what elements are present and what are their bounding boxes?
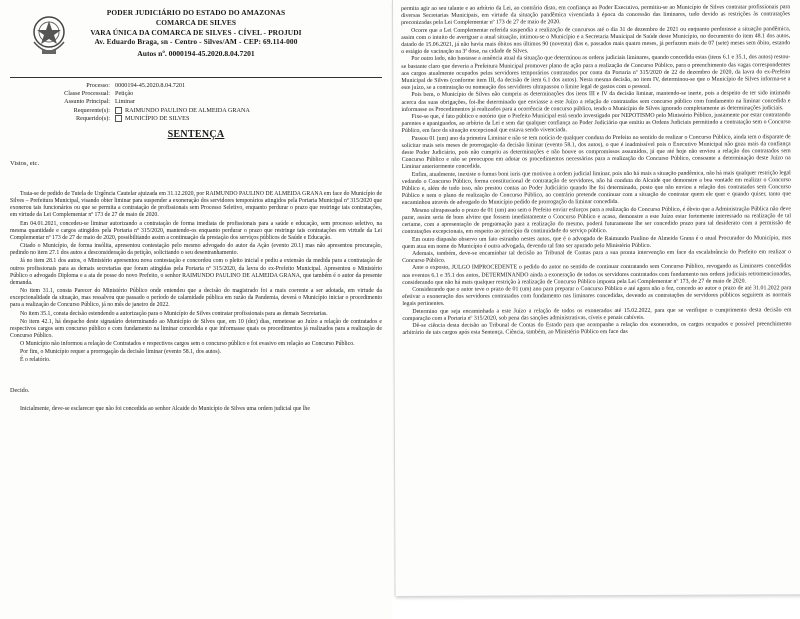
meta-value: Liminar bbox=[115, 98, 135, 106]
meta-row-plaintiff bbox=[10, 107, 382, 115]
meta-row-defendant bbox=[10, 115, 382, 123]
paragraph: Fixe-se que, é fato público e notório que o Prefeito Municipal está sendo investigado por NEPOTISMO pelo Ministério Público, justamente por estar contratando parentes e apaniguados, ao arbítrio da Lei e sem dar qualquer confiança ao Poder Judiciário que emitiu as Ordens Judiciais permitindo a contratação sem o Concurso Público, em face da situação excepcional que estava sendo vivenciada. bbox=[401, 112, 791, 135]
court-header bbox=[10, 8, 382, 74]
vistos-line: Vistos, etc. bbox=[10, 160, 40, 168]
header-line-2: COMARCA DE SILVES bbox=[155, 17, 237, 27]
paragraph: Considerando que o autor teve o prazo de 01 (um) ano para preparar o Concurso Público e até agora não o fez, concedo ao autor o prazo de até 31.01.2022 para efetivar a exoneração dos servidores contratados com fundamento nas liminares concedidas, devendo as contratações de servidores públicos seguirem as normais legais pertinentes. bbox=[402, 285, 792, 308]
paragraph: Ademais, também, deve-se encaminhar tal decisão ao Tribunal de Contas para a sua pronta intervenção em face da escalabrância do Prefeito em realizar o Concurso Público. bbox=[402, 249, 792, 265]
meta-row-process bbox=[10, 82, 382, 90]
meta-value: 0000194-45.2020.8.04.7201 bbox=[115, 82, 186, 89]
meta-value bbox=[115, 115, 382, 123]
plaintiff-name: RAIMUNDO PAULINO DE ALMEIDA GRANA bbox=[125, 106, 250, 114]
paragraph: Pois bem, o Município de Silves não cumpriu as determinações dos itens III e IV da decisão liminar, mantendo-se inerte, pois a despeito de ter sido intimado acerca das suas obrigações, foi-lhe determinado que enviasse a este Juízo a relação de contratados sem concurso público com fundamento na liminar concedida e informasse os Procedimentos já realizados para a ocorrência de concurso público, tendo o Município de Silves ignorado completamente as determinações judiciais. bbox=[401, 90, 791, 113]
decido-line: Decido. bbox=[10, 386, 30, 394]
autos-number: Autos nº. 0000194-45.2020.8.04.7201 bbox=[137, 49, 255, 59]
meta-value bbox=[115, 107, 382, 115]
header-line-1: PODER JUDICIÁRIO DO ESTADO DO AMAZONAS bbox=[106, 8, 286, 17]
paragraph: Enfim, atualmente, inexiste o fumus boni iuris que motivou a ordem judicial liminar, pois não há mais a situação pandêmica, não há mais qualquer restrição legal vedando o Concurso Público, forma constitucional de contratação de servidores, não há conduta do Alcaide que demonstre a boa vontade em realizar o Concurso Público e, além de tudo isso, não prestou contas ao Poder Judiciário quando lhe foi determinado, posto que não enviou a relação dos contratados sem Concurso Público e nem o plano de realização do Concurso Público, ao contrário pretende continuar com a situação de contratar quem ele quer e quando quiser, tanto que encaminhou através de advogado do Município pedido de prorrogação da liminar concedida. bbox=[401, 169, 791, 207]
paragraph: Dê-se ciência desta decisão ao Tribunal de Contas do Estado para que acompanhe a relação dos exonerados, os cargos ocupados e possível preenchimento arbitrário de tais cargos após esta Sentença. Ciência, também, ao Ministério Público em face das bbox=[402, 321, 792, 337]
paragraph: No item 42.1, há despacho deste signatário determinando ao Município de Silves que, em 10 (dez) dias, remetesse ao Juízo a relação de contratados e respectivos cargos sem concurso público e com fundamento na liminar concedida e que informasse quais os procedimentos já realizados para a realização de Concurso Público. bbox=[10, 318, 382, 339]
paragraph: Em 04.01.2021, concedeu-se liminar autorizando a contratação de forma imediata de profissionais para a saúde e educação, sem processo seletivo, na mesma quantidade e cargos atingidos pela Portaria nº 315/2020, mantendo-os enquanto perdurar o prazo que restringe tais contratações em virtude da Lei Complementar nº 173 de 27 de maio de 2020, possibilitando assim a continuação da prestação dos serviços públicos de Saúde e Educação. bbox=[10, 220, 382, 241]
meta-label: Requerido(s): bbox=[75, 114, 110, 122]
meta-label: Assunto Principal: bbox=[64, 98, 110, 106]
paragraph: Mesmo ultrapassado o prazo de 01 (um) ano sem o Prefeito enviar esforços para a realização do Concurso Público, é óbvio que a Administração Pública não deve parar, assim seria de bom alvitre que fossem imediatamente o Concurso Público e acaso, demonstre a este Juízo estar fortemente interessado na realização de tal certame, com a apresentação de programação para a realização do mesmo, poderá futuramente lhe ser concedido prazo para tal desiderato com a permissão de contratações excepcionais, em respeito ao princípio da continuidade do serviço público. bbox=[401, 205, 791, 236]
paragraph: permita agir ao seu talante e ao arbítrio da Lei, ao contrário disto, em confiança ao Poder Executivo, permitiu-se ao Município de Silves contratar profissionais para diversas Secretarias Municipais, em virtude da situação pandêmica vivenciada à época da concessão das liminares, tudo devido as restrições às contratações preconizadas pela Lei Complementar nº 173 de 27 de maio de 2020. bbox=[401, 4, 791, 27]
paragraph: É o relatório. bbox=[20, 357, 51, 364]
header-divider bbox=[10, 77, 382, 78]
paragraph: Em outro diapasão observo um fato estranho nestes autos, que é o advogado de Raimundo Paulino de Almeida Grana é o atual Procurador do Município, mas quem atua em nome do Município é outra advogada, devendo tal fato ser apurado pelo Ministério Público. bbox=[402, 234, 792, 250]
document-page-1 bbox=[0, 0, 392, 619]
paragraph: No item 35.1, consta decisão estendendo a autorização para o Município de Silves contratar profissionais para as demais Secretarias. bbox=[20, 310, 328, 317]
court-crest-icon bbox=[28, 12, 70, 58]
paragraph: O Município não informou a relação de Contratados e respectivos cargos sem o concurso público e foi evasivo em relação ao Concurso Público. bbox=[20, 341, 355, 348]
paragraph: No item 31.1, consta Parecer do Ministério Público onde entendeu que a decisão do magistrado foi a mais coerente a ser adotada, em virtude da excepcionalidade da situação, mas ressalvou que passado o período de calamidade pública em razão da Pandemia, deverá o Município iniciar o procedimento para a realização de Concurso Público, já no mês de janeiro de 2022. bbox=[10, 288, 382, 309]
case-metadata bbox=[10, 82, 382, 123]
paragraph: Por fim, o Município requer a prorrogação da decisão liminar (evento 58.1, dos autos). bbox=[20, 349, 222, 356]
document-title: SENTENÇA bbox=[167, 129, 225, 141]
header-line-4: Av. Eduardo Braga, sn - Centro - Silves/AM - CEP: 69.114-000 bbox=[94, 37, 298, 47]
paragraph: Determino que seja encaminhada a este Juízo a relação de todos os exonerados até 15.02.2022, para que se verifique o cumprimento desta decisão em comparação com a Portaria nº 315/2020, sob pena das sanções administrativas, cíveis e penais cabíveis. bbox=[402, 306, 792, 322]
party-marker-icon bbox=[115, 115, 122, 122]
meta-label: Requerente(s): bbox=[73, 106, 110, 114]
paragraph-dispositive: Ante o exposto, JULGO IMPROCEDENTE o pedido do autor no sentido de continuar contratando sem Concurso Público, revogando as Liminares concedidas nos eventos 6.1 e 35.1 dos autos, DETERMINANDO ainda a exoneração de todos os servidores contratados com fundamento nas ordens judiciais retromencionadas, considerando que não há mais qualquer restrição à realização de Concurso Público imposta pela Lei Complementar nº 173, de 27 de maio de 2020. bbox=[402, 263, 792, 286]
paragraph: Citado o Município, de forma insólita, apresentou contestação pelo mesmo advogado do autor da Ação (evento 20.1) mas não apresentou procuração, pedindo no item 27.1 dos autos a desconsideração da petição, solicitando o seu desentranhamento. bbox=[10, 243, 382, 257]
defendant-name: MUNICÍPIO DE SILVES bbox=[125, 114, 190, 122]
meta-row-class bbox=[10, 90, 382, 98]
paragraph: Inicialmente, deve-se esclarecer que não foi concedida ao senhor Alcaide do Município de Silves uma ordem judicial que lhe bbox=[20, 405, 310, 412]
party-marker-icon bbox=[115, 107, 122, 114]
meta-row-subject bbox=[10, 98, 382, 106]
meta-label: Classe Processual: bbox=[64, 90, 110, 98]
report-body bbox=[10, 191, 382, 365]
meta-value: Petição bbox=[115, 90, 134, 98]
meta-label: Processo: bbox=[86, 82, 110, 89]
paragraph: Passou 01 (um) ano da primeira Liminar e não se tem notícia de qualquer conduta do Prefeito no sentido de realizar o Concurso Público, ainda tem o disparate de solicitar mais seis meses de prorrogação da decisão liminar (evento 58.1, dos autos), o que é inadmissível pois o Executivo Municipal não goza mais da confiança deste Poder Judiciário, pois não cumpriu as determinações e não houve os compromissos assumidos, já que até hoje não enviou a relação dos contratados sem Concurso Público e não se preocupou em adotar os procedimentos necessários para a realização do Concurso Público, consoante a determinação deste Juízo na Liminar anteriormente concedida. bbox=[401, 133, 791, 171]
header-line-3: VARA ÚNICA DA COMARCA DE SILVES - CÍVEL - PROJUDI bbox=[90, 27, 302, 37]
document-page-2 bbox=[392, 0, 800, 596]
paragraph: Já no item 28.1 dos autos, o Ministério apresentou nova contestação e concordou com o pleito inicial e pediu a extensão da medida para a contratação de outros profissionais para as demais secretarias que foram atingidas pela Portaria nº 315/2020, da lavra do ex-Prefeito Municipal. Apresentou o Ministério Público o advogado Diploma e a ata de posse do novo Prefeito, o senhor RAIMUNDO PAULINO DE ALMEIDA GRANA, que também é o autor da presente demanda. bbox=[10, 258, 382, 286]
paragraph: Ocorre que a Lei Complementar referida suspendia a realização de concursos até o dia 31 de dezembro de 2021 ou enquanto perdurasse a situação pandêmica, assim com o intuito de averiguar a atual situação, intimou-se o Município e a Secretaria Municipal de Saúde deste Município, no documento do item 48.1 dos autos, datado de 15.06.2021, já não havia mais óbitos nos últimos 90 (noventa) dias e, passados mais quatro meses, já perfazem mais de 07 (sete) meses sem óbito, estando o estágio de vacinação na 3ª dose, na cidade de Silves. bbox=[401, 25, 791, 56]
decision-body bbox=[401, 4, 791, 337]
paragraph: Trata-se de pedido de Tutela de Urgência Cautelar ajuizada em 31.12.2020, por RAIMUNDO PAULINO DE ALMEIDA GRANA em face do Município de Silves – Prefeitura Municipal, visando obter liminar para suspender a exoneração dos servidores temporários atingidos pela Portaria Municipal nº 315/2020 que exonerou tais funcionários ou que se permita a contratação de profissionais sem Processo Seletivo, enquanto perdurar o prazo que restringe tais contratações, em virtude da Lei Complementar nº 173 de 27 de maio de 2020. bbox=[10, 191, 382, 219]
decision-intro bbox=[10, 406, 382, 413]
paragraph: Por outro lado, não bastasse a ausência atual da situação que determinou as ordens judiciais liminares, quando concedida estas (itens 6.1 e 35.1, dos autos) restou-se bastante claro que deveria a Prefeitura Municipal promover plano de ação para a realização de Concurso Público, para o preenchimento das vagas correspondentes aos cargos atualmente ocupados pelos servidores temporários contratados por conta da Portaria nº 315/2020 de 22 de dezembro de 2020, da lavra do ex-Prefeito Municipal de Silves (conforme item III, da decisão de item 6.1 dos autos). Nesta mesma decisão, no item IV, determinou-se que o Município de Silves informa-se a este juízo, se a contratação ou nomeação dos servidores ultrapassou o limite legal de gastos com o pessoal. bbox=[401, 54, 791, 92]
